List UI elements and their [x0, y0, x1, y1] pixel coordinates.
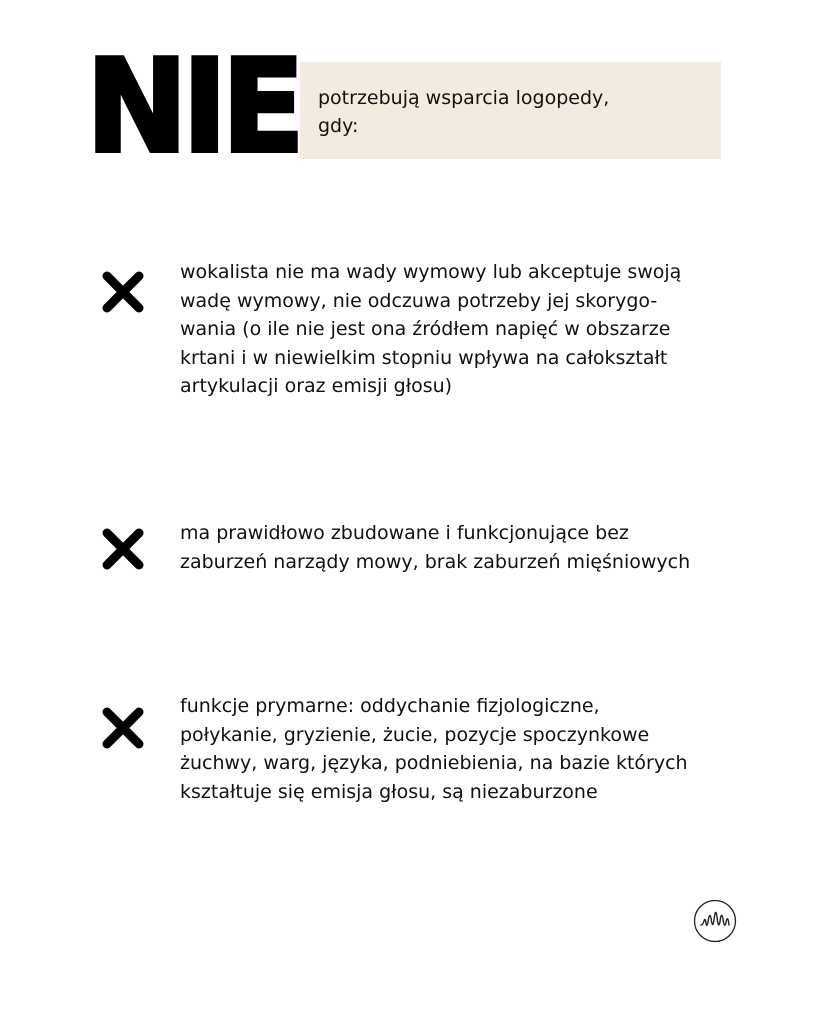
cross-icon: [101, 270, 145, 314]
header-subtitle: potrzebują wsparcia logopedy, gdy:: [318, 87, 610, 137]
cross-icon: [101, 527, 145, 571]
headline-word: NIE: [86, 33, 299, 182]
list-item-text: wokalista nie ma wady wymowy lub akceptuje swoją wadę wymowy, nie odczuwa potrzeby jej skorygo- wania (o ile nie jest ona źródłem napięć w obszarze krtani i w niewielkim stopniu wpływa na całokształt artykulacji oraz emisji głosu): [180, 261, 682, 397]
list-item-text: funkcje prymarne: oddychanie fizjologiczne, połykanie, gryzienie, żucie, pozycje spoczynkowe żuchwy, warg, języka, podniebienia, na bazie których kształtuje się emisja głosu, są niezaburzone: [180, 695, 688, 803]
sound-wave-logo-icon: [693, 899, 737, 943]
cross-icon: [101, 706, 145, 750]
list-item-text: ma prawidłowo zbudowane i funkcjonujące bez zaburzeń narządy mowy, brak zaburzeń mięśniowych: [180, 522, 691, 573]
